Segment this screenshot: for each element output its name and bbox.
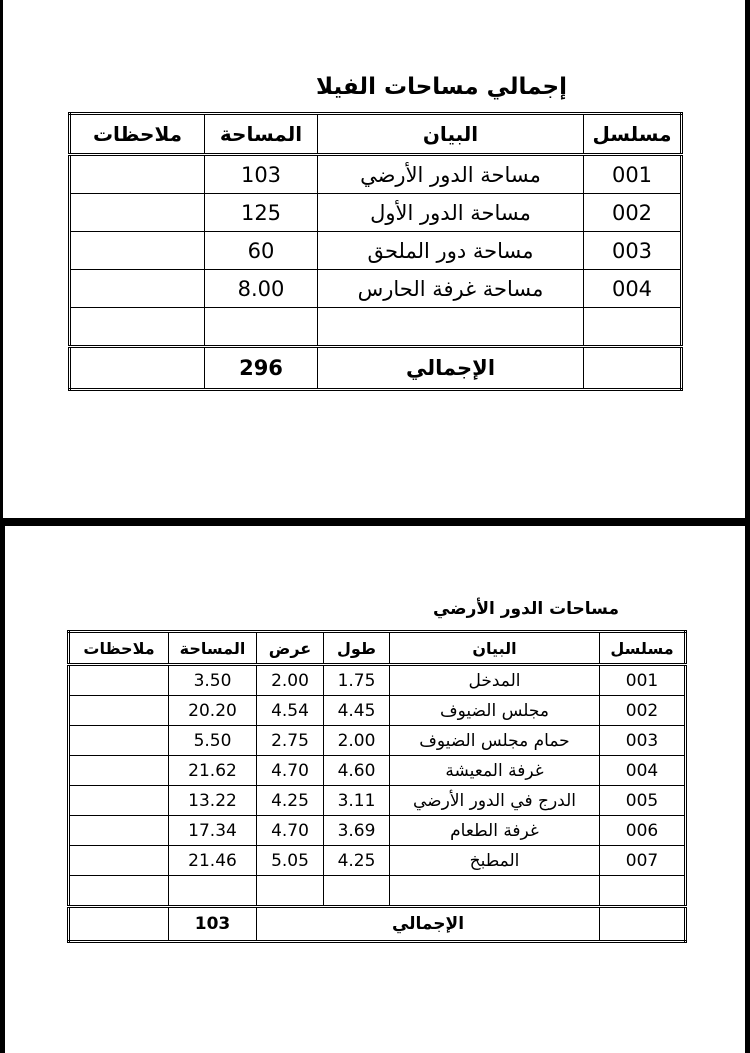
- header-serial: مسلسل: [600, 632, 686, 665]
- cell-width: 4.70: [257, 756, 324, 786]
- cell-notes: [70, 270, 205, 308]
- cell-description: [390, 876, 600, 907]
- cell-width: 4.25: [257, 786, 324, 816]
- table-row-empty: [69, 876, 686, 907]
- cell-length: 3.69: [324, 816, 390, 846]
- header-notes: ملاحظات: [70, 114, 205, 155]
- cell-serial: 007: [600, 846, 686, 876]
- cell-description: حمام مجلس الضيوف: [390, 726, 600, 756]
- table-row: [69, 756, 686, 786]
- cell-notes: [70, 308, 205, 347]
- table-row: [70, 155, 682, 194]
- cell-description: [318, 308, 584, 347]
- cell-area: 3.50: [169, 665, 257, 696]
- cell-width: 4.70: [257, 816, 324, 846]
- villa-areas-table: [68, 112, 683, 391]
- cell-serial: 003: [600, 726, 686, 756]
- cell-area: [169, 876, 257, 907]
- cell-notes: [69, 665, 169, 696]
- total-label: الإجمالي: [257, 907, 600, 942]
- cell-description: مساحة غرفة الحارس: [318, 270, 584, 308]
- cell-description: مساحة الدور الأرضي: [318, 155, 584, 194]
- header-description: البيان: [390, 632, 600, 665]
- cell-notes: [69, 756, 169, 786]
- cell-length: 4.60: [324, 756, 390, 786]
- cell-length: 4.45: [324, 696, 390, 726]
- ground-floor-areas-table: [67, 630, 687, 943]
- ground-floor-title: مساحات الدور الأرضي: [432, 599, 619, 619]
- cell-notes: [69, 816, 169, 846]
- total-label: الإجمالي: [318, 347, 584, 390]
- cell-serial: 003: [584, 232, 682, 270]
- cell-notes: [69, 726, 169, 756]
- table-row-empty: [70, 308, 682, 347]
- cell-serial-empty: [600, 907, 686, 942]
- table-row: [69, 726, 686, 756]
- villa-areas-title: إجمالي مساحات الفيلا: [316, 74, 567, 100]
- table-total-row: [70, 347, 682, 390]
- table-row: [69, 786, 686, 816]
- cell-serial: 004: [584, 270, 682, 308]
- table-row: [70, 270, 682, 308]
- cell-notes: [69, 696, 169, 726]
- cell-area: 21.62: [169, 756, 257, 786]
- cell-length: 3.11: [324, 786, 390, 816]
- cell-serial: [584, 308, 682, 347]
- cell-description: المدخل: [390, 665, 600, 696]
- table-row: [69, 816, 686, 846]
- cell-width: 4.54: [257, 696, 324, 726]
- table-row: [69, 846, 686, 876]
- cell-notes: [70, 194, 205, 232]
- cell-area: 21.46: [169, 846, 257, 876]
- cell-notes-empty: [70, 347, 205, 390]
- cell-area: 103: [205, 155, 318, 194]
- cell-description: غرفة المعيشة: [390, 756, 600, 786]
- header-notes: ملاحظات: [69, 632, 169, 665]
- table-total-row: [69, 907, 686, 942]
- cell-area: [205, 308, 318, 347]
- header-serial: مسلسل: [584, 114, 682, 155]
- cell-description: المطبخ: [390, 846, 600, 876]
- cell-serial: 002: [600, 696, 686, 726]
- table-row: [70, 232, 682, 270]
- cell-notes: [69, 786, 169, 816]
- header-length: طول: [324, 632, 390, 665]
- cell-serial: 005: [600, 786, 686, 816]
- cell-serial-empty: [584, 347, 682, 390]
- table-row: [69, 696, 686, 726]
- cell-area: 13.22: [169, 786, 257, 816]
- cell-serial: 004: [600, 756, 686, 786]
- villa-areas-page: [3, 0, 745, 518]
- table-header-row: [69, 632, 686, 665]
- cell-length: 4.25: [324, 846, 390, 876]
- cell-notes: [70, 155, 205, 194]
- cell-serial: 001: [584, 155, 682, 194]
- cell-width: 2.75: [257, 726, 324, 756]
- header-width: عرض: [257, 632, 324, 665]
- cell-area: 20.20: [169, 696, 257, 726]
- cell-notes: [69, 846, 169, 876]
- cell-notes: [70, 232, 205, 270]
- cell-serial: [600, 876, 686, 907]
- cell-area: 5.50: [169, 726, 257, 756]
- cell-serial: 002: [584, 194, 682, 232]
- cell-description: مساحة الدور الأول: [318, 194, 584, 232]
- header-area: المساحة: [169, 632, 257, 665]
- cell-length: [324, 876, 390, 907]
- total-value: 103: [169, 907, 257, 942]
- cell-description: غرفة الطعام: [390, 816, 600, 846]
- header-description: البيان: [318, 114, 584, 155]
- cell-description: مساحة دور الملحق: [318, 232, 584, 270]
- cell-description: مجلس الضيوف: [390, 696, 600, 726]
- cell-width: 2.00: [257, 665, 324, 696]
- cell-serial: 001: [600, 665, 686, 696]
- cell-area: 125: [205, 194, 318, 232]
- cell-area: 17.34: [169, 816, 257, 846]
- cell-area: 8.00: [205, 270, 318, 308]
- ground-floor-areas-page: [5, 526, 745, 1053]
- header-area: المساحة: [205, 114, 318, 155]
- cell-length: 1.75: [324, 665, 390, 696]
- total-value: 296: [205, 347, 318, 390]
- cell-serial: 006: [600, 816, 686, 846]
- table-row: [70, 194, 682, 232]
- cell-length: 2.00: [324, 726, 390, 756]
- table-header-row: [70, 114, 682, 155]
- cell-notes-empty: [69, 907, 169, 942]
- cell-width: 5.05: [257, 846, 324, 876]
- cell-notes: [69, 876, 169, 907]
- cell-area: 60: [205, 232, 318, 270]
- cell-width: [257, 876, 324, 907]
- cell-description: الدرج في الدور الأرضي: [390, 786, 600, 816]
- table-row: [69, 665, 686, 696]
